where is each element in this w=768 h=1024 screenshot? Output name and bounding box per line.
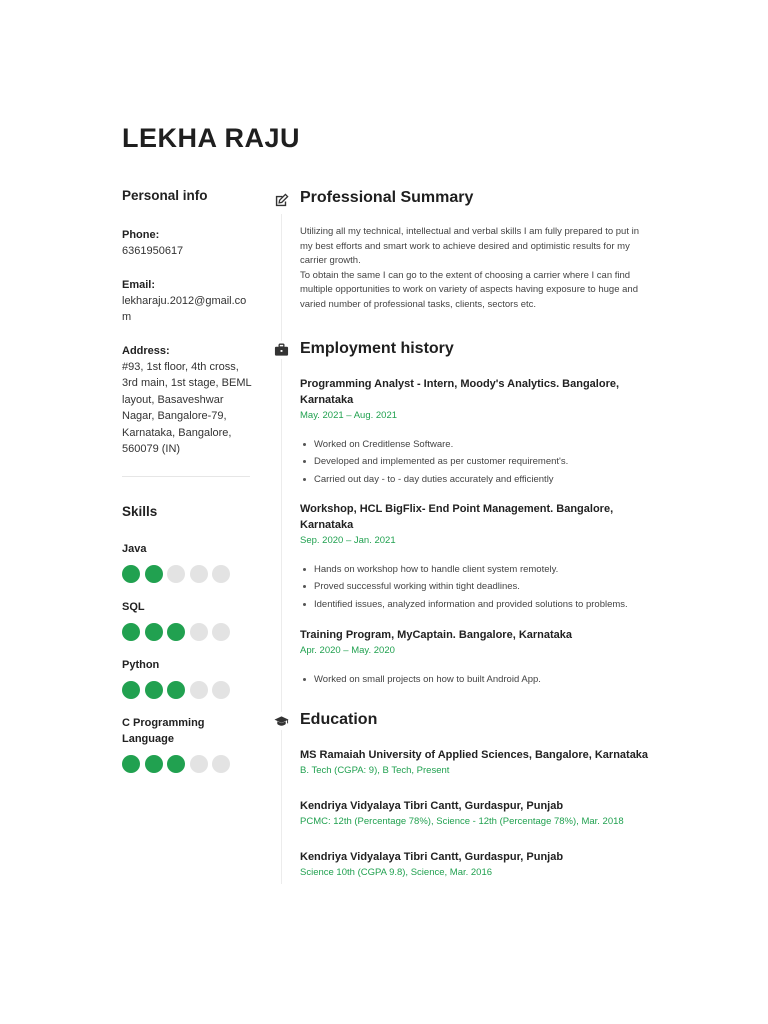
job-entry (300, 376, 640, 488)
education-school: MS Ramaiah University of Applied Sciences, Bangalore, Karnataka (300, 749, 649, 761)
skill-rating (122, 623, 252, 641)
rating-dot-filled (122, 681, 140, 699)
address-block (122, 343, 252, 458)
resume-name: LEKHA RAJU (122, 123, 301, 153)
edit-icon (272, 191, 290, 209)
skill-name: Java (122, 542, 147, 555)
rating-dot-empty (190, 565, 208, 583)
education-detail: B. Tech (CGPA: 9), B Tech, Present (300, 765, 450, 776)
left-divider (122, 476, 250, 477)
address-value: #93, 1st floor, 4th cross, 3rd main, 1st stage, BEML layout, Basaveshwar Nagar, Bangalore-79, Karnataka, Bangalore, 560079 (IN) (122, 360, 252, 455)
job-bullet: Identified issues, analyzed information and provided solutions to problems. (300, 596, 640, 613)
rating-dot-empty (212, 755, 230, 773)
rating-dot-empty (167, 565, 185, 583)
job-date: Sep. 2020 – Jan. 2021 (300, 535, 396, 546)
job-bullet: Proved successful working within tight deadlines. (300, 578, 640, 595)
job-bullet: Worked on small projects on how to built Android App. (300, 671, 660, 688)
education-title: Education (300, 711, 378, 728)
skill-name: SQL (122, 600, 145, 613)
briefcase-icon (272, 341, 290, 359)
job-date: May. 2021 – Aug. 2021 (300, 410, 398, 421)
job-title: Programming Analyst - Intern, Moody's Analytics. Bangalore, Karnataka (300, 378, 620, 406)
skill-name: Python (122, 658, 160, 671)
phone-label: Phone: (122, 229, 160, 241)
address-label: Address: (122, 344, 170, 357)
email-value: lekharaju.2012@gmail.com (122, 294, 247, 323)
job-bullets (300, 436, 640, 488)
job-bullet: Hands on workshop how to handle client system remotely. (300, 561, 640, 578)
email-block (122, 277, 252, 326)
rating-dot-filled (122, 623, 140, 641)
employment-title: Employment history (300, 340, 454, 357)
summary-paragraph: Utilizing all my technical, intellectual and verbal skills I am fully prepared to put in my best efforts and smart work to achieve desired and optimistic results for my carrier growth. (300, 226, 639, 266)
rating-dot-filled (167, 623, 185, 641)
job-title: Training Program, MyCaptain. Bangalore, Karnataka (300, 629, 573, 641)
rating-dot-empty (212, 681, 230, 699)
job-entry (300, 501, 640, 613)
skill-item (122, 657, 252, 699)
summary-text (300, 225, 652, 312)
job-bullets (300, 671, 660, 688)
rating-dot-empty (190, 623, 208, 641)
job-bullets (300, 561, 640, 613)
job-date: Apr. 2020 – May. 2020 (300, 645, 395, 656)
rating-dot-filled (145, 623, 163, 641)
skill-item (122, 599, 252, 641)
phone-block (122, 227, 252, 260)
rating-dot-empty (212, 565, 230, 583)
rating-dot-empty (190, 755, 208, 773)
job-bullet: Worked on Creditlense Software. (300, 436, 640, 453)
skills-heading: Skills (122, 503, 158, 519)
skill-rating (122, 681, 252, 699)
job-title: Workshop, HCL BigFlix- End Point Management. Bangalore, Karnataka (300, 503, 614, 531)
rating-dot-filled (145, 681, 163, 699)
rating-dot-filled (167, 681, 185, 699)
personal-info-heading: Personal info (122, 188, 208, 203)
education-entry (300, 849, 660, 880)
education-school: Kendriya Vidyalaya Tibri Cantt, Gurdaspur, Punjab (300, 800, 564, 812)
job-entry (300, 627, 660, 688)
email-label: Email: (122, 278, 156, 291)
left-column (122, 188, 252, 789)
job-bullet: Developed and implemented as per customer requirement's. (300, 453, 640, 470)
job-bullet: Carried out day - to - day duties accurately and efficiently (300, 471, 640, 488)
summary-paragraph: To obtain the same I can go to the extent of choosing a carrier where I can find multiple opportunities to work on variety of aspects having exposure to huge and varied number of professional tasks, clients, sectors etc. (300, 269, 638, 310)
skill-item (122, 541, 252, 583)
rating-dot-filled (122, 755, 140, 773)
skill-rating (122, 565, 252, 583)
timeline-line (281, 214, 282, 884)
graduation-cap-icon (272, 712, 290, 730)
rating-dot-empty (190, 681, 208, 699)
rating-dot-filled (145, 565, 163, 583)
skill-item (122, 715, 252, 773)
rating-dot-filled (167, 755, 185, 773)
summary-title: Professional Summary (300, 189, 474, 206)
skill-rating (122, 755, 252, 773)
education-detail: Science 10th (CGPA 9.8), Science, Mar. 2016 (300, 867, 493, 878)
education-entry (300, 747, 660, 778)
education-detail: PCMC: 12th (Percentage 78%), Science - 12th (Percentage 78%), Mar. 2018 (300, 816, 624, 827)
phone-value: 6361950617 (122, 245, 184, 257)
rating-dot-filled (145, 755, 163, 773)
education-school: Kendriya Vidyalaya Tibri Cantt, Gurdaspur, Punjab (300, 851, 564, 863)
rating-dot-filled (122, 565, 140, 583)
education-entry (300, 798, 660, 829)
skill-name: C Programming Language (122, 716, 205, 745)
rating-dot-empty (212, 623, 230, 641)
